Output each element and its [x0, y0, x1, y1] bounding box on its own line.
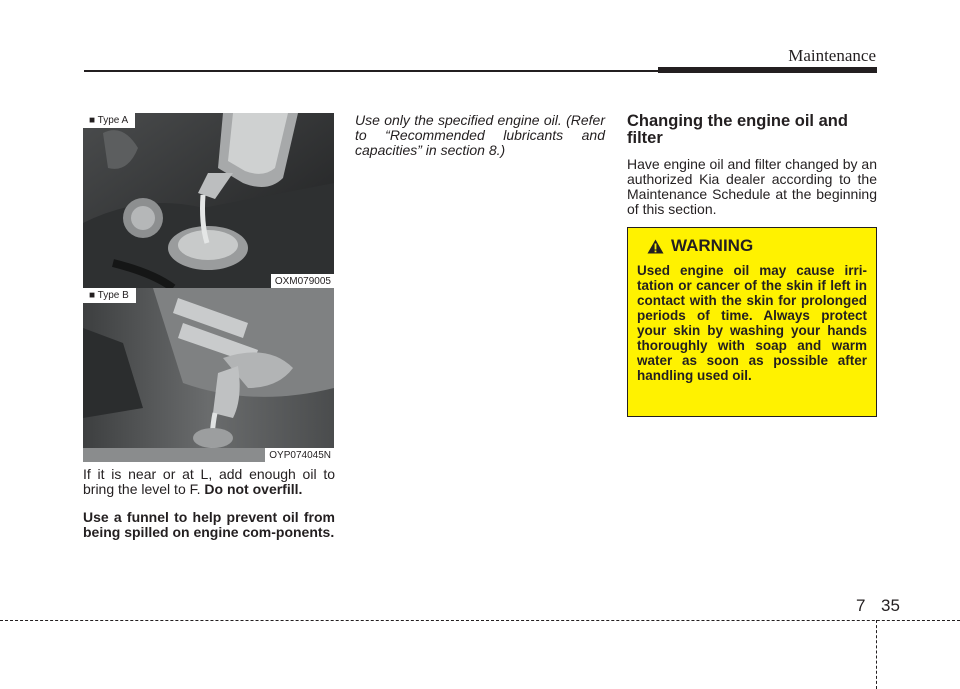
changing-oil-heading: Changing the engine oil and filter [627, 112, 848, 147]
chapter-number: 7 [856, 596, 866, 615]
figure-type-b [83, 288, 334, 462]
changing-oil-body: Have engine oil and filter changed by an authorized Kia dealer according to the Maintenance Schedule at the beginning of this section. [627, 156, 877, 217]
do-not-overfill: Do not overfill. [204, 481, 303, 497]
type-b-label: ■ Type B [83, 288, 136, 303]
add-oil-text: If it is near or at L, add enough oil to bring the level to F. [83, 466, 335, 497]
section-title: Maintenance [788, 46, 876, 65]
figure-a-code: OXM079005 [271, 274, 334, 288]
type-a-label: ■ Type A [83, 113, 135, 128]
funnel-paragraph [83, 510, 335, 540]
figure-type-a [83, 113, 334, 288]
column1-text [83, 467, 335, 553]
warning-header [647, 236, 867, 256]
warning-text: Used engine oil may cause irri-tation or cancer of the skin if left in contact with the skin for prolonged periods of time. Always protect your skin by washing your hands thoroughly with soap and warm water as soon as possible after handling used oil. [637, 263, 867, 383]
warning-box [627, 227, 877, 417]
figure-b-code: OYP074045N [265, 448, 334, 462]
header-rule-thick [658, 67, 877, 73]
column3 [627, 113, 877, 217]
engine-oil-pouring-photo-a [83, 113, 334, 288]
warning-triangle-icon [647, 239, 664, 254]
specified-oil-note: Use only the specified engine oil. (Refer to “Recommended lubricants and capacities” in section 8.) [355, 112, 605, 158]
header-rule-thin [84, 70, 684, 72]
warning-title: WARNING [671, 236, 754, 255]
funnel-text: Use a funnel to help prevent oil from being spilled on engine com-ponents. [83, 509, 335, 540]
footer-rule [0, 620, 960, 621]
footer-divider [876, 620, 877, 689]
engine-oil-pouring-photo-b [83, 288, 334, 462]
add-oil-paragraph [83, 467, 335, 497]
page-number: 35 [881, 596, 900, 615]
